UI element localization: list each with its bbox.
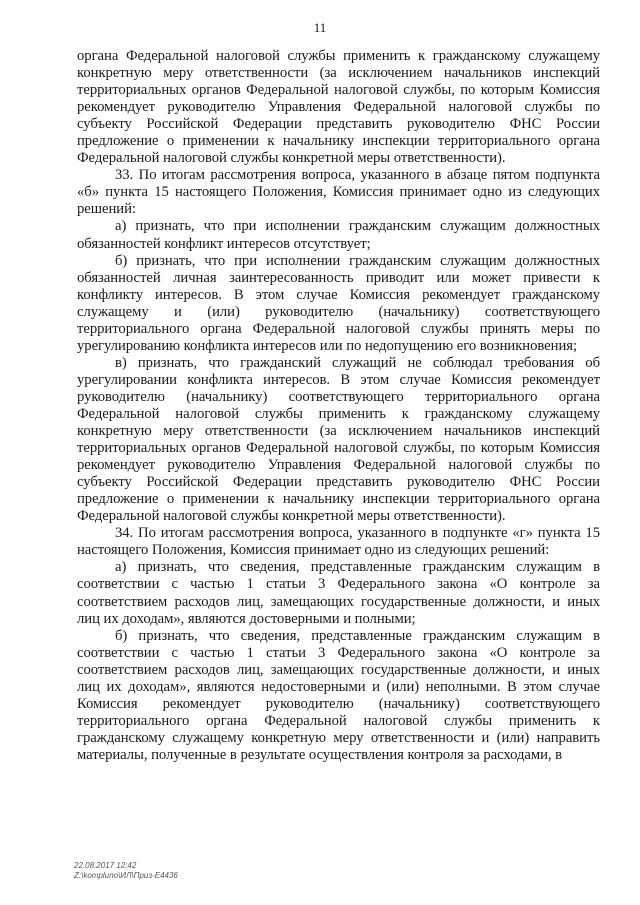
paragraph-item-33-b: б) признать, что при исполнении гражданским служащим должностных обязанностей личная заинтересованность приводит или может привести к конфликту интересов. В этом случае Комиссия рекомендует гражданскому служащему и (или) руководителю (начальнику) соответствующего территориального органа Федеральной налоговой службы принять меры по урегулированию конфликта интересов или по недопущению его возникновения; <box>77 252 600 354</box>
paragraph-item-33-v: в) признать, что гражданский служащий не соблюдал требования об урегулировании конфликта интересов. В этом случае Комиссия рекомендует руководителю (начальнику) соответствующего территориального органа Федеральной налоговой службы применить к гражданскому служащему конкретную меру ответственности (за исключением начальников инспекций территориальных органов Федеральной налоговой службы, по которым Комиссия рекомендует руководителю Управления Федеральной налоговой службы по субъекту Российской Федерации представить руководителю ФНС России предложение о применении к начальнику инспекции территориального органа Федеральной налоговой службы конкретной меры ответственности). <box>77 354 600 525</box>
paragraph-item-34-a: а) признать, что сведения, представленные гражданским служащим в соответствии с частью 1 статьи 3 Федерального закона «О контроле за соответствием расходов лиц, замещающих государственные должности, и иных лиц их доходам», являются достоверными и полными; <box>77 559 600 627</box>
paragraph-item-33-a: а) признать, что при исполнении гражданским служащим должностных обязанностей конфликт интересов отсутствует; <box>77 218 600 252</box>
paragraph-item-34-b: б) признать, что сведения, представленные гражданским служащим в соответствии с частью 1 статьи 3 Федерального закона «О контроле за соответствием расходов лиц, замещающих государственные должности, и иных лиц их доходам», являются недостоверными и (или) неполными. В этом случае Комиссия рекомендует руководителю (начальнику) соответствующего территориального органа Федеральной налоговой службы применить к гражданскому служащему конкретную меру ответственности и (или) направить материалы, полученные в результате осуществления контроля за расходами, в <box>77 627 600 763</box>
paragraph-continuation: органа Федеральной налоговой службы применить к гражданскому служащему конкретную меру ответственности (за исключением начальников инспекций территориальных органов Федеральной налоговой службы, по которым Комиссия рекомендует руководителю Управления Федеральной налоговой службы по субъекту Российской Федерации представить руководителю ФНС России предложение о применении к начальнику инспекции территориального органа Федеральной налоговой службы конкретной меры ответственности). <box>77 48 600 167</box>
footer-file-path: Z:\kompluno\ИЛ\Приз-E4436 <box>74 871 178 880</box>
paragraph-item-33: 33. По итогам рассмотрения вопроса, указанного в абзаце пятом подпункта «б» пункта 15 настоящего Положения, Комиссия принимает одно из следующих решений: <box>77 167 600 218</box>
document-footer <box>74 861 178 881</box>
page-number: 11 <box>313 20 327 35</box>
footer-timestamp: 22.08.2017 12:42 <box>74 861 137 870</box>
paragraph-item-34: 34. По итогам рассмотрения вопроса, указанного в подпункте «г» пункта 15 настоящего Положения, Комиссия принимает одно из следующих решений: <box>77 525 600 559</box>
document-body <box>77 48 600 764</box>
